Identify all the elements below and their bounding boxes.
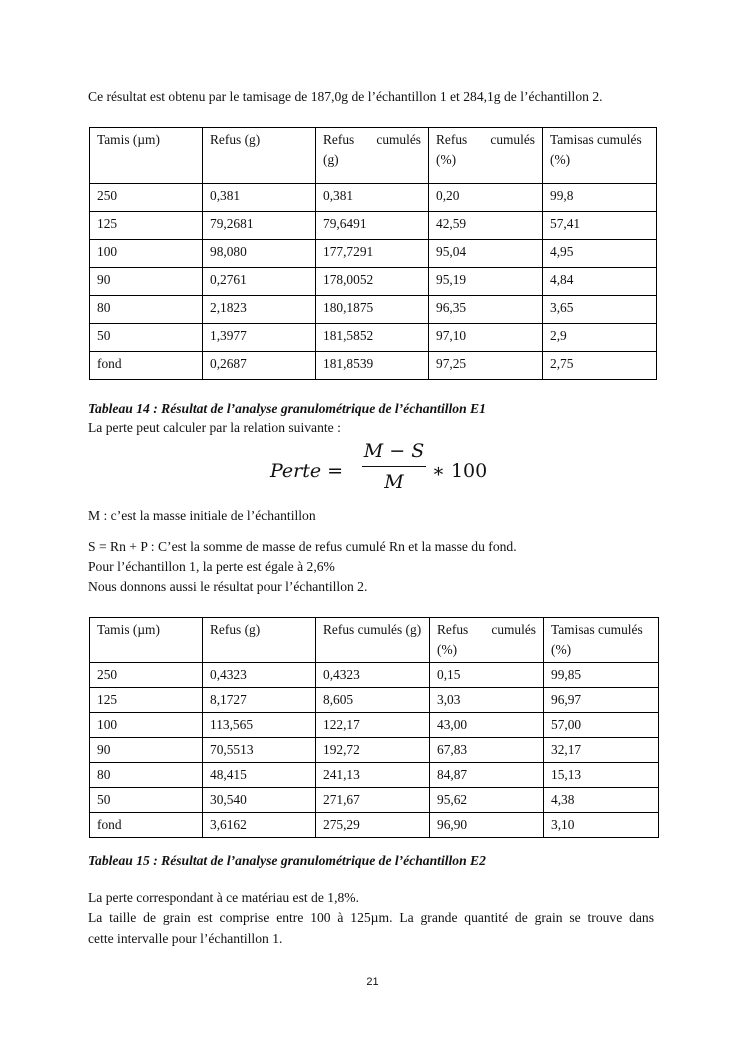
cell: 57,41: [543, 212, 657, 240]
cell: 0,20: [429, 184, 543, 212]
page-number: 21: [366, 976, 379, 988]
perte-echantillon-2: La perte correspondant à ce matériau est de 1,8%.: [88, 890, 359, 905]
cell: 50: [90, 788, 203, 813]
cell: 95,04: [429, 240, 543, 268]
grain-size-line-2: cette intervalle pour l’échantillon 1.: [88, 931, 283, 946]
cell: 8,1727: [203, 688, 316, 713]
cell: 181,5852: [316, 324, 429, 352]
cell: 122,17: [316, 713, 430, 738]
table-row: [90, 184, 657, 212]
header-refus-cumules-g: Refus cumulés (g): [316, 618, 430, 663]
cell: 125: [90, 212, 203, 240]
cell: 0,15: [430, 663, 544, 688]
cell: 95,19: [429, 268, 543, 296]
cell: 0,4323: [203, 663, 316, 688]
cell: 275,29: [316, 813, 430, 838]
table-row: [90, 296, 657, 324]
header-tamisas-cumules: Tamisas cumulés (%): [543, 128, 657, 184]
cell: 4,38: [544, 788, 659, 813]
cell: 90: [90, 738, 203, 763]
cell: 3,10: [544, 813, 659, 838]
table-15: [89, 617, 659, 838]
cell: 241,13: [316, 763, 430, 788]
table-row: [90, 212, 657, 240]
formula-lhs: Perte =: [270, 460, 344, 482]
fraction-bar: [362, 466, 426, 467]
header-refus: Refus (g): [203, 618, 316, 663]
result-echantillon-2-intro: Nous donnons aussi le résultat pour l’échantillon 2.: [88, 579, 368, 594]
formula-numerator: M − S: [363, 440, 425, 462]
cell: 97,25: [429, 352, 543, 380]
cell: 0,2687: [203, 352, 316, 380]
cell: 2,1823: [203, 296, 316, 324]
header-tamisas-cumules: Tamisas cumulés (%): [544, 618, 659, 663]
cell: 100: [90, 240, 203, 268]
cell: 178,0052: [316, 268, 429, 296]
header-refus: Refus (g): [203, 128, 316, 184]
cell: 271,67: [316, 788, 430, 813]
table-row: [90, 813, 659, 838]
cell: 2,9: [543, 324, 657, 352]
cell: 0,381: [203, 184, 316, 212]
table-row: [90, 663, 659, 688]
cell: 4,84: [543, 268, 657, 296]
cell: 30,540: [203, 788, 316, 813]
header-refus-cumules-pct: Refus cumulés (%): [429, 128, 543, 184]
cell: 98,080: [203, 240, 316, 268]
cell: 3,6162: [203, 813, 316, 838]
relation-intro: La perte peut calculer par la relation suivante :: [88, 420, 341, 435]
formula-rhs: ∗ 100: [432, 460, 488, 482]
cell: 79,6491: [316, 212, 429, 240]
table-14-caption: Tableau 14 : Résultat de l’analyse granulométrique de l’échantillon E1: [88, 401, 486, 416]
table-row: [90, 763, 659, 788]
table-row: [90, 788, 659, 813]
table-row: [90, 688, 659, 713]
cell: 4,95: [543, 240, 657, 268]
cell: 2,75: [543, 352, 657, 380]
cell: 113,565: [203, 713, 316, 738]
cell: 84,87: [430, 763, 544, 788]
formula-denominator: M: [384, 471, 404, 493]
cell: 95,62: [430, 788, 544, 813]
definition-s: S = Rn + P : C’est la somme de masse de refus cumulé Rn et la masse du fond.: [88, 539, 517, 554]
header-tamis: Tamis (µm): [90, 618, 203, 663]
perte-echantillon-1: Pour l’échantillon 1, la perte est égale à 2,6%: [88, 559, 335, 574]
table-header-row: [90, 128, 657, 184]
table-row: [90, 324, 657, 352]
table-15-caption: Tableau 15 : Résultat de l’analyse granulométrique de l’échantillon E2: [88, 853, 486, 868]
cell: 15,13: [544, 763, 659, 788]
cell: 0,4323: [316, 663, 430, 688]
cell: 80: [90, 763, 203, 788]
cell: 90: [90, 268, 203, 296]
cell: 3,65: [543, 296, 657, 324]
cell: fond: [90, 352, 203, 380]
header-refus-cumules-pct: Refus cumulés (%): [430, 618, 544, 663]
cell: 180,1875: [316, 296, 429, 324]
header-tamis: Tamis (µm): [90, 128, 203, 184]
cell: 42,59: [429, 212, 543, 240]
cell: 250: [90, 184, 203, 212]
cell: 250: [90, 663, 203, 688]
table-header-row: [90, 618, 659, 663]
table-row: [90, 713, 659, 738]
perte-formula: [270, 440, 490, 496]
cell: 177,7291: [316, 240, 429, 268]
cell: 32,17: [544, 738, 659, 763]
definition-m: M : c’est la masse initiale de l’échantillon: [88, 508, 316, 523]
formula-fraction: [362, 440, 426, 493]
table-row: [90, 352, 657, 380]
intro-paragraph: Ce résultat est obtenu par le tamisage de 187,0g de l’échantillon 1 et 284,1g de l’échantillon 2.: [88, 89, 603, 104]
cell: 96,97: [544, 688, 659, 713]
cell: 99,85: [544, 663, 659, 688]
cell: 97,10: [429, 324, 543, 352]
cell: 80: [90, 296, 203, 324]
cell: 100: [90, 713, 203, 738]
cell: 50: [90, 324, 203, 352]
table-14: [89, 127, 657, 380]
cell: 43,00: [430, 713, 544, 738]
cell: 0,2761: [203, 268, 316, 296]
cell: 70,5513: [203, 738, 316, 763]
cell: 8,605: [316, 688, 430, 713]
cell: 1,3977: [203, 324, 316, 352]
cell: 96,35: [429, 296, 543, 324]
cell: 3,03: [430, 688, 544, 713]
cell: 48,415: [203, 763, 316, 788]
cell: fond: [90, 813, 203, 838]
cell: 57,00: [544, 713, 659, 738]
cell: 67,83: [430, 738, 544, 763]
cell: 192,72: [316, 738, 430, 763]
cell: 96,90: [430, 813, 544, 838]
table-row: [90, 240, 657, 268]
header-refus-cumules-g: Refus cumulés (g): [316, 128, 429, 184]
cell: 125: [90, 688, 203, 713]
table-row: [90, 738, 659, 763]
cell: 181,8539: [316, 352, 429, 380]
table-row: [90, 268, 657, 296]
cell: 79,2681: [203, 212, 316, 240]
cell: 99,8: [543, 184, 657, 212]
grain-size-line-1: La taille de grain est comprise entre 100 à 125µm. La grande quantité de grain se trouve dans: [88, 910, 654, 925]
cell: 0,381: [316, 184, 429, 212]
